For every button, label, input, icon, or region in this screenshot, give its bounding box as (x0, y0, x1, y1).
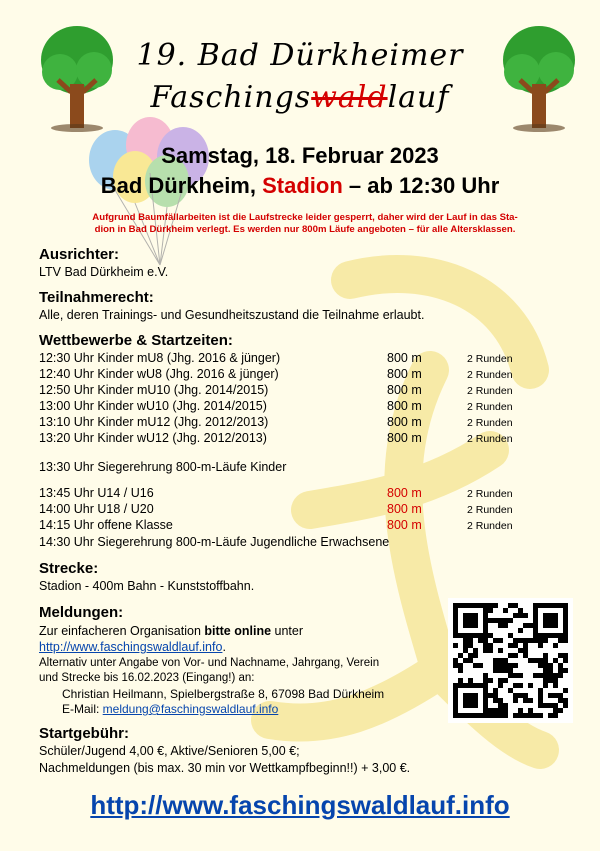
organizer-text: LTV Bad Dürkheim e.V. (39, 265, 169, 279)
event-distance: 800 m (387, 383, 422, 397)
course-heading: Strecke: (39, 560, 99, 577)
event-distance: 800 m (387, 351, 422, 365)
qr-code-icon[interactable] (448, 598, 573, 723)
event-distance: 800 m (387, 399, 422, 413)
event-row (39, 415, 559, 431)
event-row (39, 367, 559, 383)
registration-line3: Alternativ unter Angabe von Vor- und Nachname, Jahrgang, Verein (39, 657, 380, 669)
email-label: E-Mail: (62, 702, 103, 716)
event-laps: 2 Runden (467, 488, 513, 500)
event-laps: 2 Runden (467, 520, 513, 532)
event-laps: 2 Runden (467, 353, 513, 365)
event-laps: 2 Runden (467, 401, 513, 413)
title-part: lauf (387, 80, 450, 115)
event-name: 12:50 Uhr Kinder mU10 (Jhg. 2014/2015) (39, 383, 269, 397)
title-struck-word: wald (311, 80, 388, 115)
title-part: Faschings (150, 80, 312, 115)
registration-heading: Meldungen: (39, 604, 124, 621)
event-distance: 800 m (387, 415, 422, 429)
registration-line4: und Strecke bis 16.02.2023 (Eingang!) an: (39, 672, 255, 684)
event-row (39, 518, 559, 534)
text-bold: bitte online (204, 624, 272, 638)
event-name: 13:10 Uhr Kinder mU12 (Jhg. 2012/2013) (39, 415, 269, 429)
fee-heading: Startgebühr: (39, 725, 129, 742)
organizer-heading: Ausrichter: (39, 246, 120, 263)
event-row (39, 383, 559, 399)
registration-email-line (62, 702, 278, 716)
event-name: 14:15 Uhr offene Klasse (39, 518, 173, 532)
event-name: 14:00 Uhr U18 / U20 (39, 502, 154, 516)
event-row (39, 486, 559, 502)
eligibility-text: Alle, deren Trainings- und Gesundheitszustand die Teilnahme erlaubt. (39, 308, 425, 322)
eligibility-heading: Teilnahmerecht: (39, 289, 154, 306)
event-laps: 2 Runden (467, 385, 513, 397)
place-part: – ab 12:30 Uhr (342, 173, 500, 198)
fee-line1: Schüler/Jugend 4,00 €, Aktive/Senioren 5,00 €; (39, 744, 300, 758)
event-laps: 2 Runden (467, 417, 513, 429)
event-name: 12:40 Uhr Kinder wU8 (Jhg. 2016 & jünger) (39, 367, 279, 381)
registration-link-line (39, 640, 226, 654)
fee-line2: Nachmeldungen (bis max. 30 min vor Wettkampfbeginn!!) + 3,00 €. (39, 761, 411, 775)
ceremony-youth: 14:30 Uhr Siegerehrung 800-m-Läufe Jugendliche Erwachsene (39, 535, 390, 549)
event-distance: 800 m (387, 367, 422, 381)
notice-line: Aufgrund Baumfällarbeiten ist die Laufstrecke leider gesperrt, daher wird der Lauf in das Sta- (92, 212, 518, 223)
event-row (39, 351, 559, 367)
event-distance: 800 m (387, 431, 422, 445)
place-part: Bad Dürkheim, (100, 173, 263, 198)
course-text: Stadion - 400m Bahn - Kunststoffbahn. (39, 579, 255, 593)
event-date: Samstag, 18. Februar 2023 (161, 143, 439, 168)
event-name: 13:00 Uhr Kinder wU10 (Jhg. 2014/2015) (39, 399, 267, 413)
text-part: Zur einfacheren Organisation (39, 624, 205, 638)
event-name: 13:45 Uhr U14 / U16 (39, 486, 154, 500)
event-name: 13:20 Uhr Kinder wU12 (Jhg. 2012/2013) (39, 431, 267, 445)
event-row (39, 502, 559, 518)
event-distance: 800 m (387, 502, 422, 516)
event-row (39, 399, 559, 415)
text-part: . (222, 640, 226, 654)
event-distance: 800 m (387, 518, 422, 532)
text-part: unter (271, 624, 304, 638)
ceremony-kids: 13:30 Uhr Siegerehrung 800-m-Läufe Kinder (39, 460, 287, 474)
notice-text (40, 212, 570, 236)
registration-email[interactable]: meldung@faschingswaldlauf.info (102, 702, 279, 716)
registration-address: Christian Heilmann, Spielbergstraße 8, 67098 Bad Dürkheim (62, 687, 385, 701)
event-title-line2 (0, 80, 600, 115)
event-title-line1: 19. Bad Dürkheimer (136, 38, 464, 73)
event-name: 12:30 Uhr Kinder mU8 (Jhg. 2016 & jünger) (39, 351, 281, 365)
notice-line: dion in Bad Dürkheim verlegt. Es werden nur 800m Läufe angeboten – für alle Altersklassen. (94, 224, 516, 235)
event-laps: 2 Runden (467, 504, 513, 516)
place-highlight: Stadion (262, 173, 343, 198)
registration-link[interactable]: http://www.faschingswaldlauf.info (39, 640, 223, 654)
events-heading: Wettbewerbe & Startzeiten: (39, 332, 233, 349)
footer-url-link[interactable]: http://www.faschingswaldlauf.info (90, 790, 510, 820)
event-laps: 2 Runden (467, 369, 513, 381)
event-place (0, 173, 600, 199)
registration-line1 (39, 624, 303, 638)
event-distance: 800 m (387, 486, 422, 500)
event-laps: 2 Runden (467, 433, 513, 445)
event-row (39, 431, 559, 447)
